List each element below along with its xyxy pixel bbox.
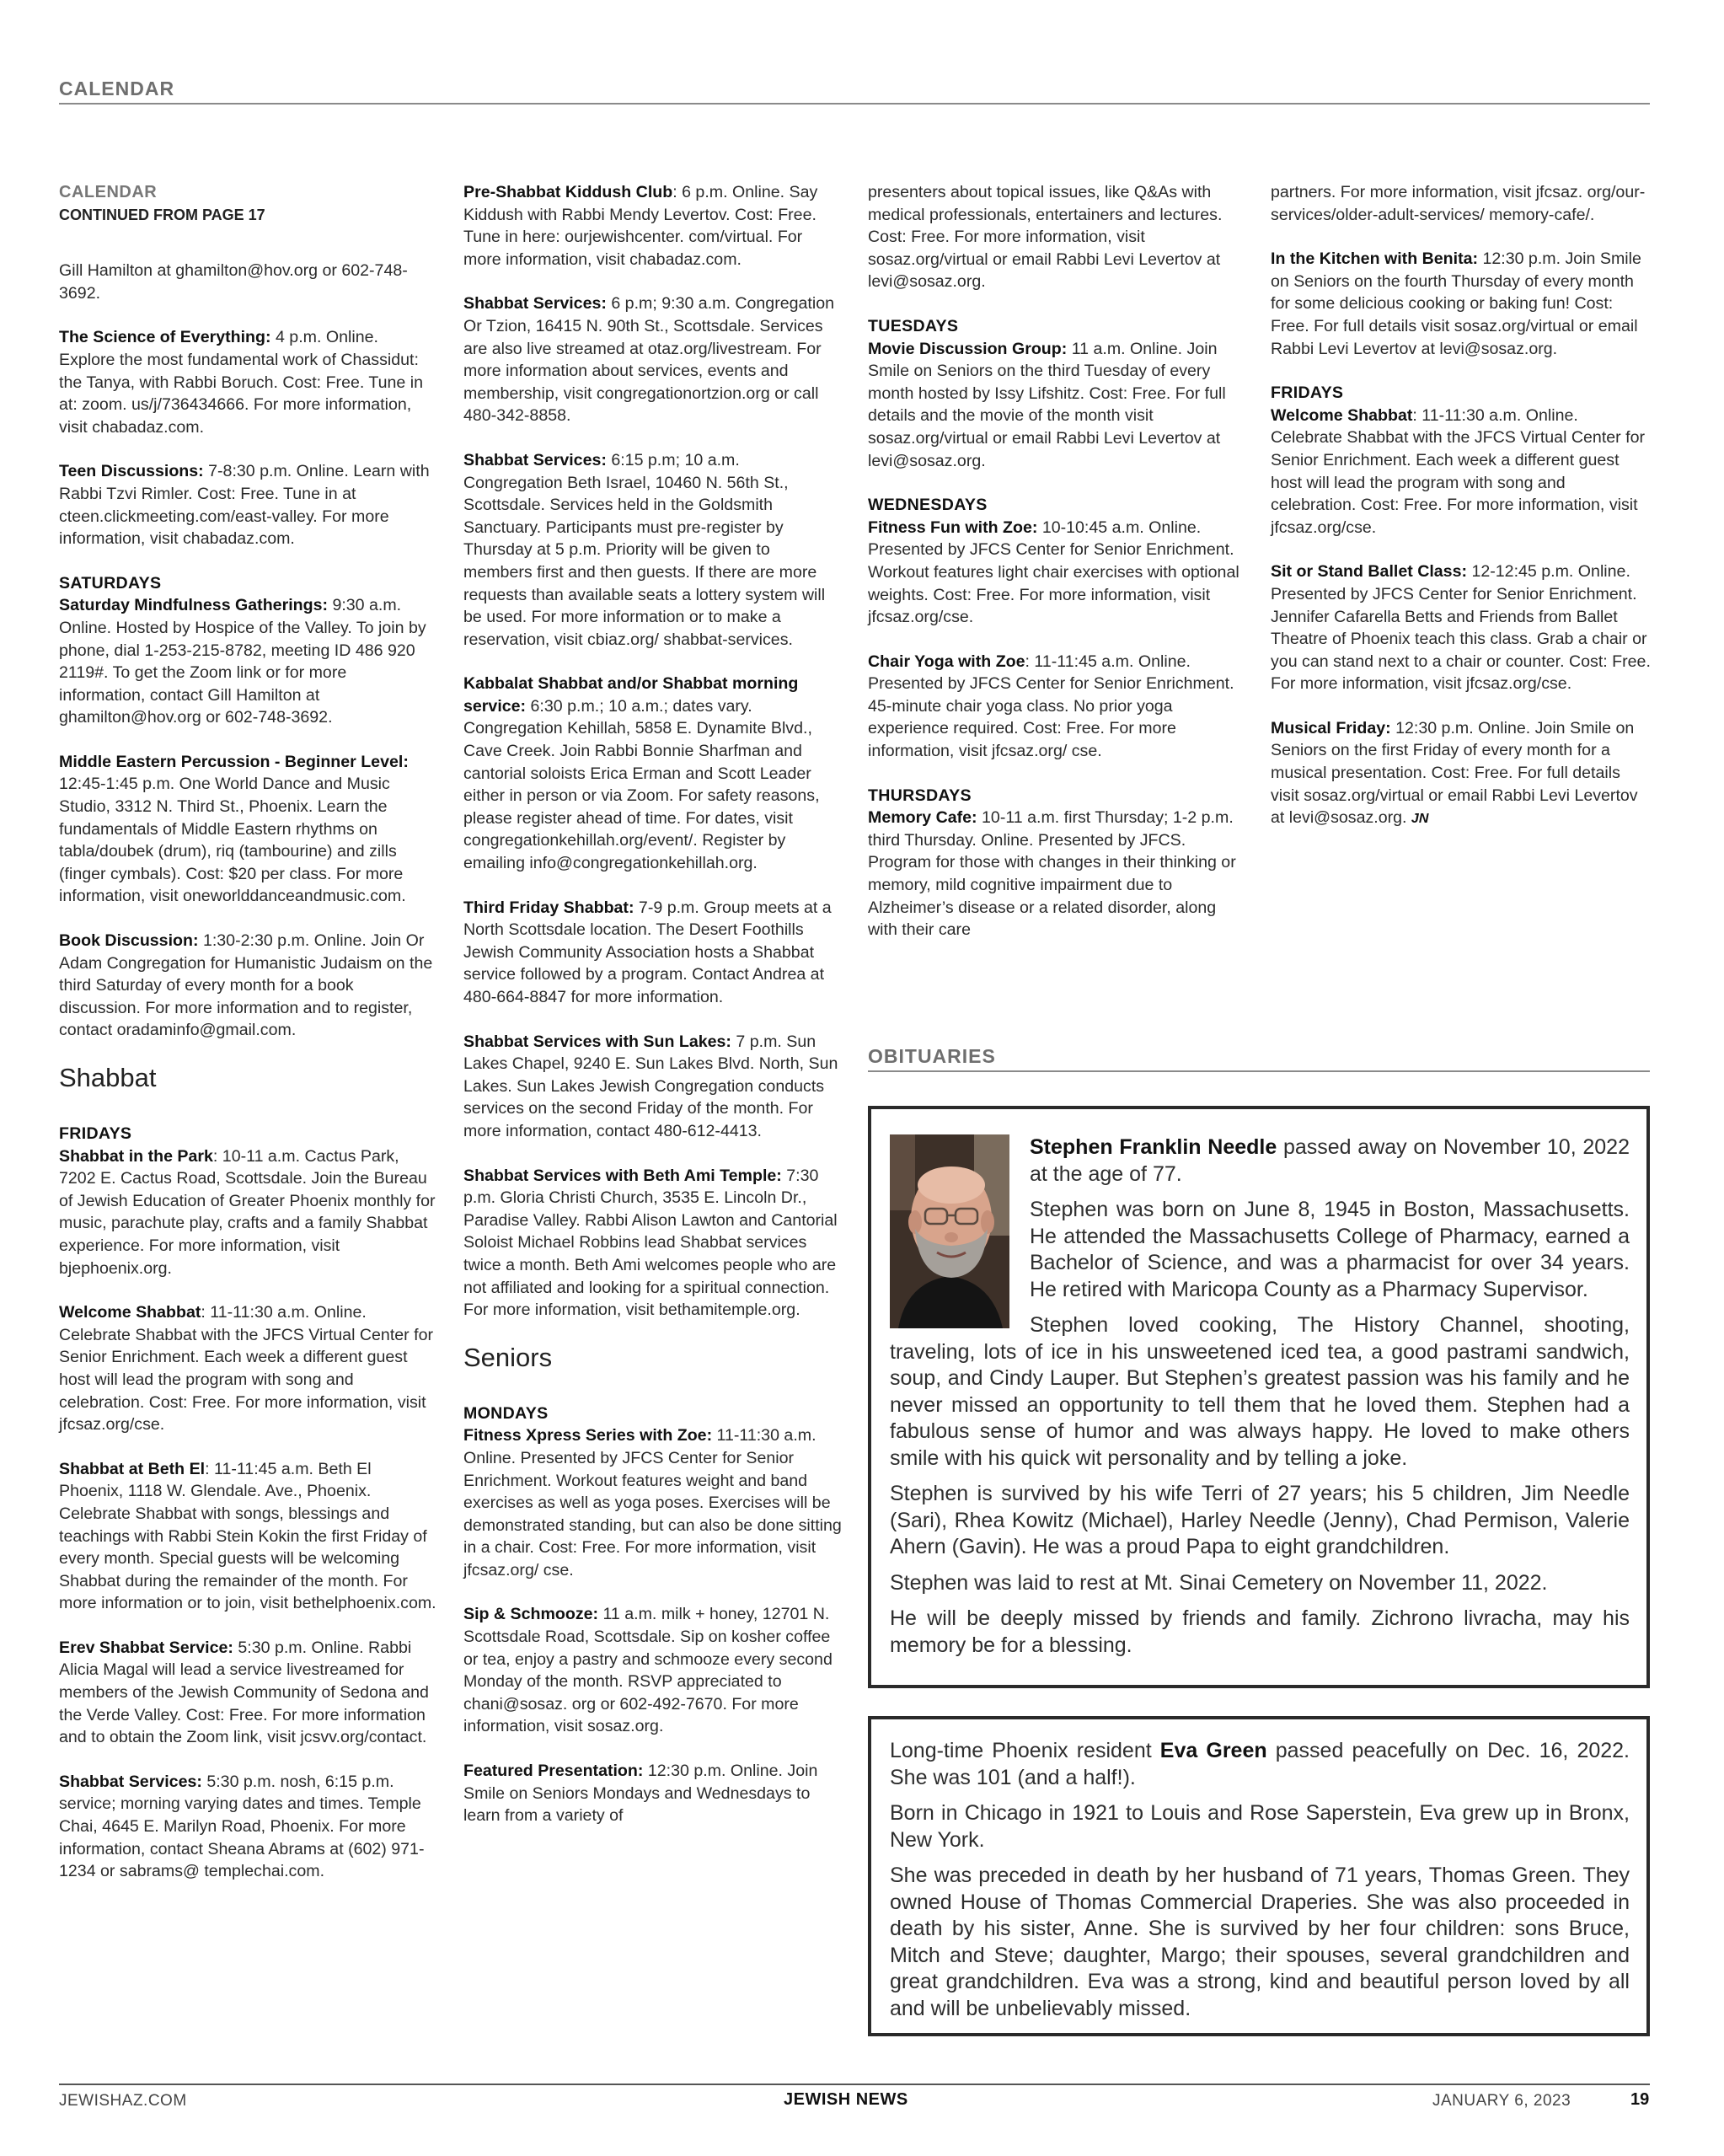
listing-beth-israel: Shabbat Services: 6:15 p.m; 10 a.m. Congregation Beth Israel, 10460 N. 56th St., Scottsdale. Services held in the Goldsmith Sanctuary. Participants must pre-register by Thursday at 5 p.m. Priority will be given to members first and then guests. If there are more requests than available seats a lottery system will be used. For more information or to make a reservation, visit cbiaz.org/ shabbat-services. (463, 450, 826, 649)
end-mark: JN (1411, 812, 1429, 827)
section-header: CALENDAR (59, 78, 175, 99)
calendar-column-4 (1271, 181, 1652, 853)
listing-beth-ami: Shabbat Services with Beth Ami Temple: 7:30 p.m. Gloria Christi Church, 3535 E. Lincoln Dr., Paradise Valley. Rabbi Alison Lawton and Cantorial Soloist Michael Robbins lead Shabbat services twice a month. Beth Ami welcomes people who are not affiliated and looking for a spiritual connection. For more information, visit bethamitemple.org. (463, 1166, 838, 1320)
listing-welcome-shabbat: Welcome Shabbat: 11-11:30 a.m. Online. Celebrate Shabbat with the JFCS Virtual Center for Senior Enrichment. Each week a different guest host will lead the program with song and celebration. Cost: Free. For more information, visit jfcsaz.org/cse. (1271, 405, 1645, 537)
listing-shabbat-in-the-park: Shabbat in the Park: 10-11 a.m. Cactus Park, 7202 E. Cactus Road, Scottsdale. Join the Bureau of Jewish Education of Greater Phoenix monthly for music, parachute play, crafts and a family Shabbat experience. For more information, visit bjephoenix.org. (59, 1146, 436, 1278)
listing-sun-lakes: Shabbat Services with Sun Lakes: 7 p.m. Sun Lakes Chapel, 9240 E. Sun Lakes Blvd. North, Sun Lakes. Sun Lakes Jewish Congregation conducts services on the second Friday of the month. For more information, contact 480-612-4413. (463, 1032, 838, 1140)
listing-memory-cafe: Memory Cafe: 10-11 a.m. first Thursday; 1-2 p.m. third Thursday. Online. Presented by JFCS. Program for those with changes in their thinking or memory, mild cognitive impairment due to Alzheimer’s disease or a related disorder, along with their care (868, 808, 1236, 940)
obituary-paragraph: She was preceded in death by her husband of 71 years, Thomas Green. They owned House of Thomas Commercial Draperies. She was also proceeded in death by his sister, Anne. She is survived by her four children: sons Bruce, Mitch and Steve; daughter, Margo; their spouses, several grandchildren and great grandchildren. Eva was a strong, kind and beautiful person loved by all and will be unbelievably missed. (890, 1864, 1630, 2020)
listing-continued: partners. For more information, visit jfcsaz. org/our-services/older-adult-services/ memory-cafe/. (1271, 183, 1646, 224)
listing-science-of-everything: The Science of Everything: 4 p.m. Online. Explore the most fundamental work of Chassidut: the Tanya, with Rabbi Boruch. Cost: Free. Tune in at: zoom. us/j/736434666. For more information, visit chabadaz.com. (59, 328, 424, 437)
day-heading-fridays: FRIDAYS (1271, 383, 1344, 403)
listing-shabbat-beth-el: Shabbat at Beth El: 11-11:45 a.m. Beth El Phoenix, 1118 W. Glendale. Ave., Phoenix. Celebrate Shabbat with songs, blessings and teachings with Rabbi Stein Kokin the first Friday of every month. Special guests will be welcoming Shabbat during the remainder of the month. For more information or to join, visit bethelphoenix.com. (59, 1459, 436, 1613)
footer-date: JANUARY 6, 2023 (1432, 2092, 1571, 2110)
footer-publication: JEWISH NEWS (784, 2090, 908, 2109)
day-heading-mondays: MONDAYS (463, 1403, 549, 1423)
listing-kiddush-club: Pre-Shabbat Kiddush Club: 6 p.m. Online. Say Kiddush with Rabbi Mendy Levertov. Cost: Free. Tune in here: ourjewishcenter. com/virtual. For more information, visit chabadaz.com. (463, 183, 818, 269)
listing-kehillah: Kabbalat Shabbat and/or Shabbat morning service: 6:30 p.m.; 10 a.m.; dates vary. Congregation Kehillah, 5858 E. Dynamite Blvd., Cave Creek. Join Rabbi Bonnie Sharfman and cantorial soloists Erica Erman and Scott Leader either in person or via Zoom. For safety reasons, please register ahead of time. For dates, visit congregationkehillah.org/event/. Register by emailing info@congregationkehillah.org. (463, 674, 820, 873)
day-heading-tuesdays: TUESDAYS (868, 316, 959, 335)
continued-title: CALENDAR (59, 183, 158, 201)
listing-book-discussion: Book Discussion: 1:30-2:30 p.m. Online. Join Or Adam Congregation for Humanistic Judaism on the third Saturday of every month for a book discussion. For more information and to register, contact oradaminfo@gmail.com. (59, 931, 433, 1040)
listing-fitness-xpress: Fitness Xpress Series with Zoe: 11-11:30 a.m. Online. Presented by JFCS Center for Senior Enrichment. Workout features weight and band exercises as well as yoga poses. Exercises will be demonstrated standing, but can also be done sitting in a chair. Cost: Free. For more information, visit jfcsaz.org/ cse. (463, 1426, 842, 1579)
header-divider (59, 103, 1650, 105)
obituary-paragraph: Stephen Franklin Needle passed away on November 10, 2022 at the age of 77. (1030, 1135, 1630, 1186)
obituary-eva-green (868, 1716, 1650, 2036)
section-heading-shabbat: Shabbat (59, 1063, 157, 1092)
obituary-paragraph: Stephen loved cooking, The History Channel, shooting, traveling, lots of ice in his unsweetened iced tea, a good pastrami sandwich, soup, and Cindy Lauper. But Stephen’s greatest passion was his family and he never missed an opportunity to tell them that he loved them. Stephen had a fabulous sense of humor and was always happy. He loved to make others smile with his quick wit personality and by telling a joke. (890, 1313, 1630, 1470)
obituary-paragraph: He will be deeply missed by friends and family. Zichrono livracha, may his memory be for a blessing. (890, 1606, 1630, 1657)
page-number: 19 (1630, 2090, 1650, 2109)
listing-ballet-class: Sit or Stand Ballet Class: 12-12:45 p.m. Online. Presented by JFCS Center for Senior Enrichment. Jennifer Cafarella Betts and Friends from Ballet Theatre of Phoenix teach this class. Grab a chair or you can stand next to a chair or counter. Cost: Free. For more information, visit jfcsaz.org/cse. (1271, 562, 1651, 694)
obituary-paragraph: Stephen is survived by his wife Terri of 27 years; his 5 children, Jim Needle (Sari), Rhea Kowitz (Michael), Harley Needle (Jenny), Chad Permison, Valerie Ahern (Gavin). He was a proud Papa to eight grandchildren. (890, 1482, 1630, 1558)
listing-sip-schmooze: Sip & Schmooze: 11 a.m. milk + honey, 12701 N. Scottsdale Road, Scottsdale. Sip on kosher coffee or tea, enjoy a pastry and schmooze every second Monday of the month. RSVP appreciated to chani@sosaz. org or 602-492-7670. For more information, visit sosaz.org. (463, 1605, 833, 1736)
listing-mindfulness: Saturday Mindfulness Gatherings: 9:30 a.m. Online. Hosted by Hospice of the Valley. To join by phone, dial 1-253-215-8782, meeting ID 486 920 2119#. To get the Zoom link or for more information, contact Gill Hamilton at ghamilton@hov.org or 602-748-3692. (59, 596, 426, 727)
portrait-photo (890, 1134, 1009, 1328)
obituaries-header: OBITUARIES (868, 1045, 996, 1067)
listing-musical-friday: Musical Friday: 12:30 p.m. Online. Join Smile on Seniors on the first Friday of every month for a musical presentation. Cost: Free. For full details visit sosaz.org/virtual or email Rabbi Levi Levertov at levi@sosaz.org. JN (1271, 718, 1638, 828)
calendar-column-1 (59, 181, 436, 1905)
footer-website: JEWISHAZ.COM (59, 2092, 187, 2110)
listing-or-tzion: Shabbat Services: 6 p.m; 9:30 a.m. Congregation Or Tzion, 16415 N. 90th St., Scottsdale. Services are also live streamed at otaz.org/livestream. For more information about services, events and membership, visit congregationortzion.org or call 480-342-8858. (463, 294, 835, 426)
calendar-column-2 (463, 181, 843, 1849)
footer-divider (59, 2084, 1650, 2085)
obituaries-divider (868, 1070, 1650, 1072)
listing-featured-presentation: Featured Presentation: 12:30 p.m. Online. Join Smile on Seniors Mondays and Wednesdays to learn from a variety of (463, 1762, 818, 1826)
day-heading-thursdays: THURSDAYS (868, 786, 972, 805)
listing-welcome-shabbat: Welcome Shabbat: 11-11:30 a.m. Online. Celebrate Shabbat with the JFCS Virtual Center for Senior Enrichment. Each week a different guest host will lead the program with song and celebration. Cost: Free. For more information, visit jfcsaz.org/cse. (59, 1303, 433, 1435)
listing-in-the-kitchen: In the Kitchen with Benita: 12:30 p.m. Join Smile on Seniors on the fourth Thursday of every month for some delicious cooking or baking fun! Cost: Free. For full details visit sosaz.org/virtual or email Rabbi Levi Levertov at levi@sosaz.org. (1271, 249, 1641, 358)
obituary-paragraph: Born in Chicago in 1921 to Louis and Rose Saperstein, Eva grew up in Bronx, New York. (890, 1801, 1630, 1852)
listing-continued: presenters about topical issues, like Q&As with medical professionals, entertainers and lectures. Cost: Free. For more information, visit sosaz.org/virtual or email Rabbi Levi Levertov at levi@sosaz.org. (868, 183, 1223, 292)
section-heading-seniors: Seniors (463, 1342, 553, 1372)
listing-chair-yoga: Chair Yoga with Zoe: 11-11:45 a.m. Online. Presented by JFCS Center for Senior Enrichment. 45-minute chair yoga class. No prior yoga experience required. Cost: Free. For more information, visit jfcsaz.org/ cse. (868, 652, 1234, 761)
obituary-paragraph: Stephen was laid to rest at Mt. Sinai Cemetery on November 11, 2022. (890, 1570, 1548, 1595)
obituary-stephen-needle (868, 1106, 1650, 1688)
obituary-paragraph: Long-time Phoenix resident Eva Green passed peacefully on Dec. 16, 2022. She was 101 (and a half!). (890, 1739, 1630, 1789)
listing-teen-discussions: Teen Discussions: 7-8:30 p.m. Online. Learn with Rabbi Tzvi Rimler. Cost: Free. Tune in at cteen.clickmeeting.com/east-valley. For more information, visit chabadaz.com. (59, 462, 430, 549)
listing-fitness-fun: Fitness Fun with Zoe: 10-10:45 a.m. Online. Presented by JFCS Center for Senior Enrichment. Workout features light chair exercises with optional weights. Cost: Free. For more information, visit jfcsaz.org/cse. (868, 518, 1239, 627)
day-heading-wednesdays: WEDNESDAYS (868, 496, 988, 515)
calendar-column-3 (868, 181, 1247, 963)
listing-percussion: Middle Eastern Percussion - Beginner Level: 12:45-1:45 p.m. One World Dance and Music Studio, 3312 N. Third St., Phoenix. Learn the fundamentals of Middle Eastern rhythms on tabla/doubek (drum), riq (tambourine) and zills (finger cymbals). Cost: $20 per class. For more information, visit oneworlddanceandmusic.com. (59, 752, 409, 906)
listing-shabbat-services-temple-chai: Shabbat Services: 5:30 p.m. nosh, 6:15 p.m. service; morning varying dates and times. Temple Chai, 4645 E. Marilyn Road, Phoenix. For more information, contact Sheana Abrams at (602) 971-1234 or sabrams@ templechai.com. (59, 1772, 425, 1881)
day-heading-fridays: FRIDAYS (59, 1124, 132, 1143)
listing-erev-shabbat: Erev Shabbat Service: 5:30 p.m. Online. Rabbi Alicia Magal will lead a service livestreamed for members of the Jewish Community of Sedona and the Verde Valley. Cost: Free. For more information and to obtain the Zoom link, visit jcsvv.org/contact. (59, 1638, 429, 1747)
obituary-paragraph: Stephen was born on June 8, 1945 in Boston, Massachusetts. He attended the Massachusetts College of Pharmacy, earned a Bachelor of Science, and was a pharmacist for over 34 years. He retired with Maricopa County as a Pharmacy Supervisor. (1030, 1198, 1630, 1301)
listing-third-friday: Third Friday Shabbat: 7-9 p.m. Group meets at a North Scottsdale location. The Desert Foothills Jewish Community Association hosts a Shabbat service followed by a program. Contact Andrea at 480-664-8847 for more information. (463, 898, 832, 1006)
listing-movie-discussion: Movie Discussion Group: 11 a.m. Online. Join Smile on Seniors on the third Tuesday of every month hosted by Issy Lifshitz. Cost: Free. For full details and the movie of the month visit sosaz.org/virtual or email Rabbi Levi Levertov at levi@sosaz.org. (868, 339, 1226, 470)
listing-intro: Gill Hamilton at ghamilton@hov.org or 602-748-3692. (59, 261, 408, 303)
continued-from: CONTINUED FROM PAGE 17 (59, 206, 265, 223)
day-heading-saturdays: SATURDAYS (59, 573, 162, 593)
